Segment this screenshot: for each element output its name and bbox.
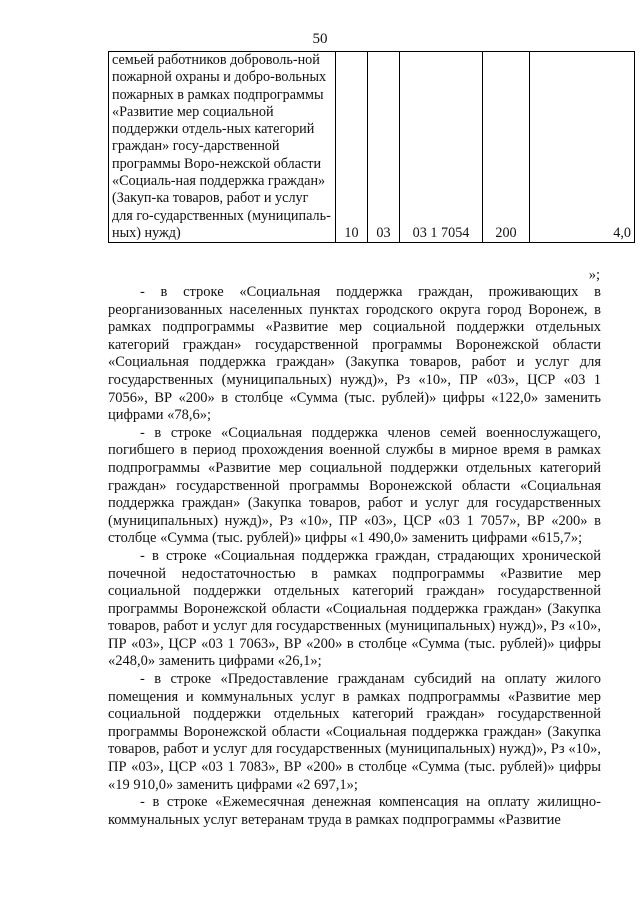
closing-quote: »; <box>588 267 600 283</box>
amendment-paragraph: - в строке «Социальная поддержка граждан, страдающих хронической почечной недостаточностью в рамках подпрограммы «Развитие мер социальной поддержки отдельных категорий граждан» государственной программы Воронежской области «Социальная поддержка граждан» (Закупка товаров, работ и услуг для государственных (муниципальных) нужд)», Рз «10», ПР «03», ЦСР «03 1 7063», ВР «200» в столбце «Сумма (тыс. рублей)» цифры «248,0» заменить цифрами «26,1»; <box>108 547 601 670</box>
vr-cell: 200 <box>483 52 530 243</box>
table-row <box>109 52 635 243</box>
sum-cell: 4,0 <box>530 52 635 243</box>
row-description: семьей работников доброволь-ной пожарной охраны и добро-вольных пожарных в рамках подпрограммы «Развитие мер социальной поддержки отдель-ных категорий граждан» госу-дарственной программы Воро-нежской области «Социаль-ная поддержка граждан» (Закуп-ка товаров, работ и услуг для го-сударственных (муниципаль-ных) нужд) <box>109 52 336 243</box>
amendment-paragraph: - в строке «Предоставление гражданам субсидий на оплату жилого помещения и коммунальных услуг в рамках подпрограммы «Развитие мер социальной поддержки отдельных категорий граждан» государственной программы Воронежской области «Социальная поддержка граждан» (Закупка товаров, работ и услуг для государственных (муниципальных) нужд)», Рз «10», ПР «03», ЦСР «03 1 7083», ВР «200» в столбце «Сумма (тыс. рублей)» цифры «19 910,0» заменить цифрами «2 697,1»; <box>108 671 601 793</box>
pr-cell: 03 <box>368 52 400 243</box>
page-number: 50 <box>312 31 328 47</box>
amendments-text <box>108 284 601 829</box>
rz-cell: 10 <box>336 52 368 243</box>
budget-table <box>108 51 635 243</box>
amendment-paragraph: - в строке «Ежемесячная денежная компенсация на оплату жилищно-коммунальных услуг ветеранам труда в рамках подпрограммы «Развитие <box>108 794 601 828</box>
csr-cell: 03 1 7054 <box>400 52 483 243</box>
amendment-paragraph: - в строке «Социальная поддержка членов семей военнослужащего, погибшего в период прохождения военной службы в мирное время в рамках подпрограммы «Развитие мер социальной поддержки отдельных категорий граждан» государственной программы Воронежской области «Социальная поддержка граждан» (Закупка товаров, работ и услуг для государственных (муниципальных) нужд)», Рз «10», ПР «03», ЦСР «03 1 7057», ВР «200» в столбце «Сумма (тыс. рублей)» цифры «1 490,0» заменить цифрами «615,7»; <box>108 424 601 547</box>
amendment-paragraph: - в строке «Социальная поддержка граждан, проживающих в реорганизованных населенных пунктах городского округа город Воронеж, в рамках подпрограммы «Развитие мер социальной поддержки отдельных категорий граждан» государственной программы Воронежской области «Социальная поддержка граждан» (Закупка товаров, работ и услуг для государственных (муниципальных) нужд)», Рз «10», ПР «03», ЦСР «03 1 7056», ВР «200» в столбце «Сумма (тыс. рублей)» цифры «122,0» заменить цифрами «78,6»; <box>108 284 601 424</box>
